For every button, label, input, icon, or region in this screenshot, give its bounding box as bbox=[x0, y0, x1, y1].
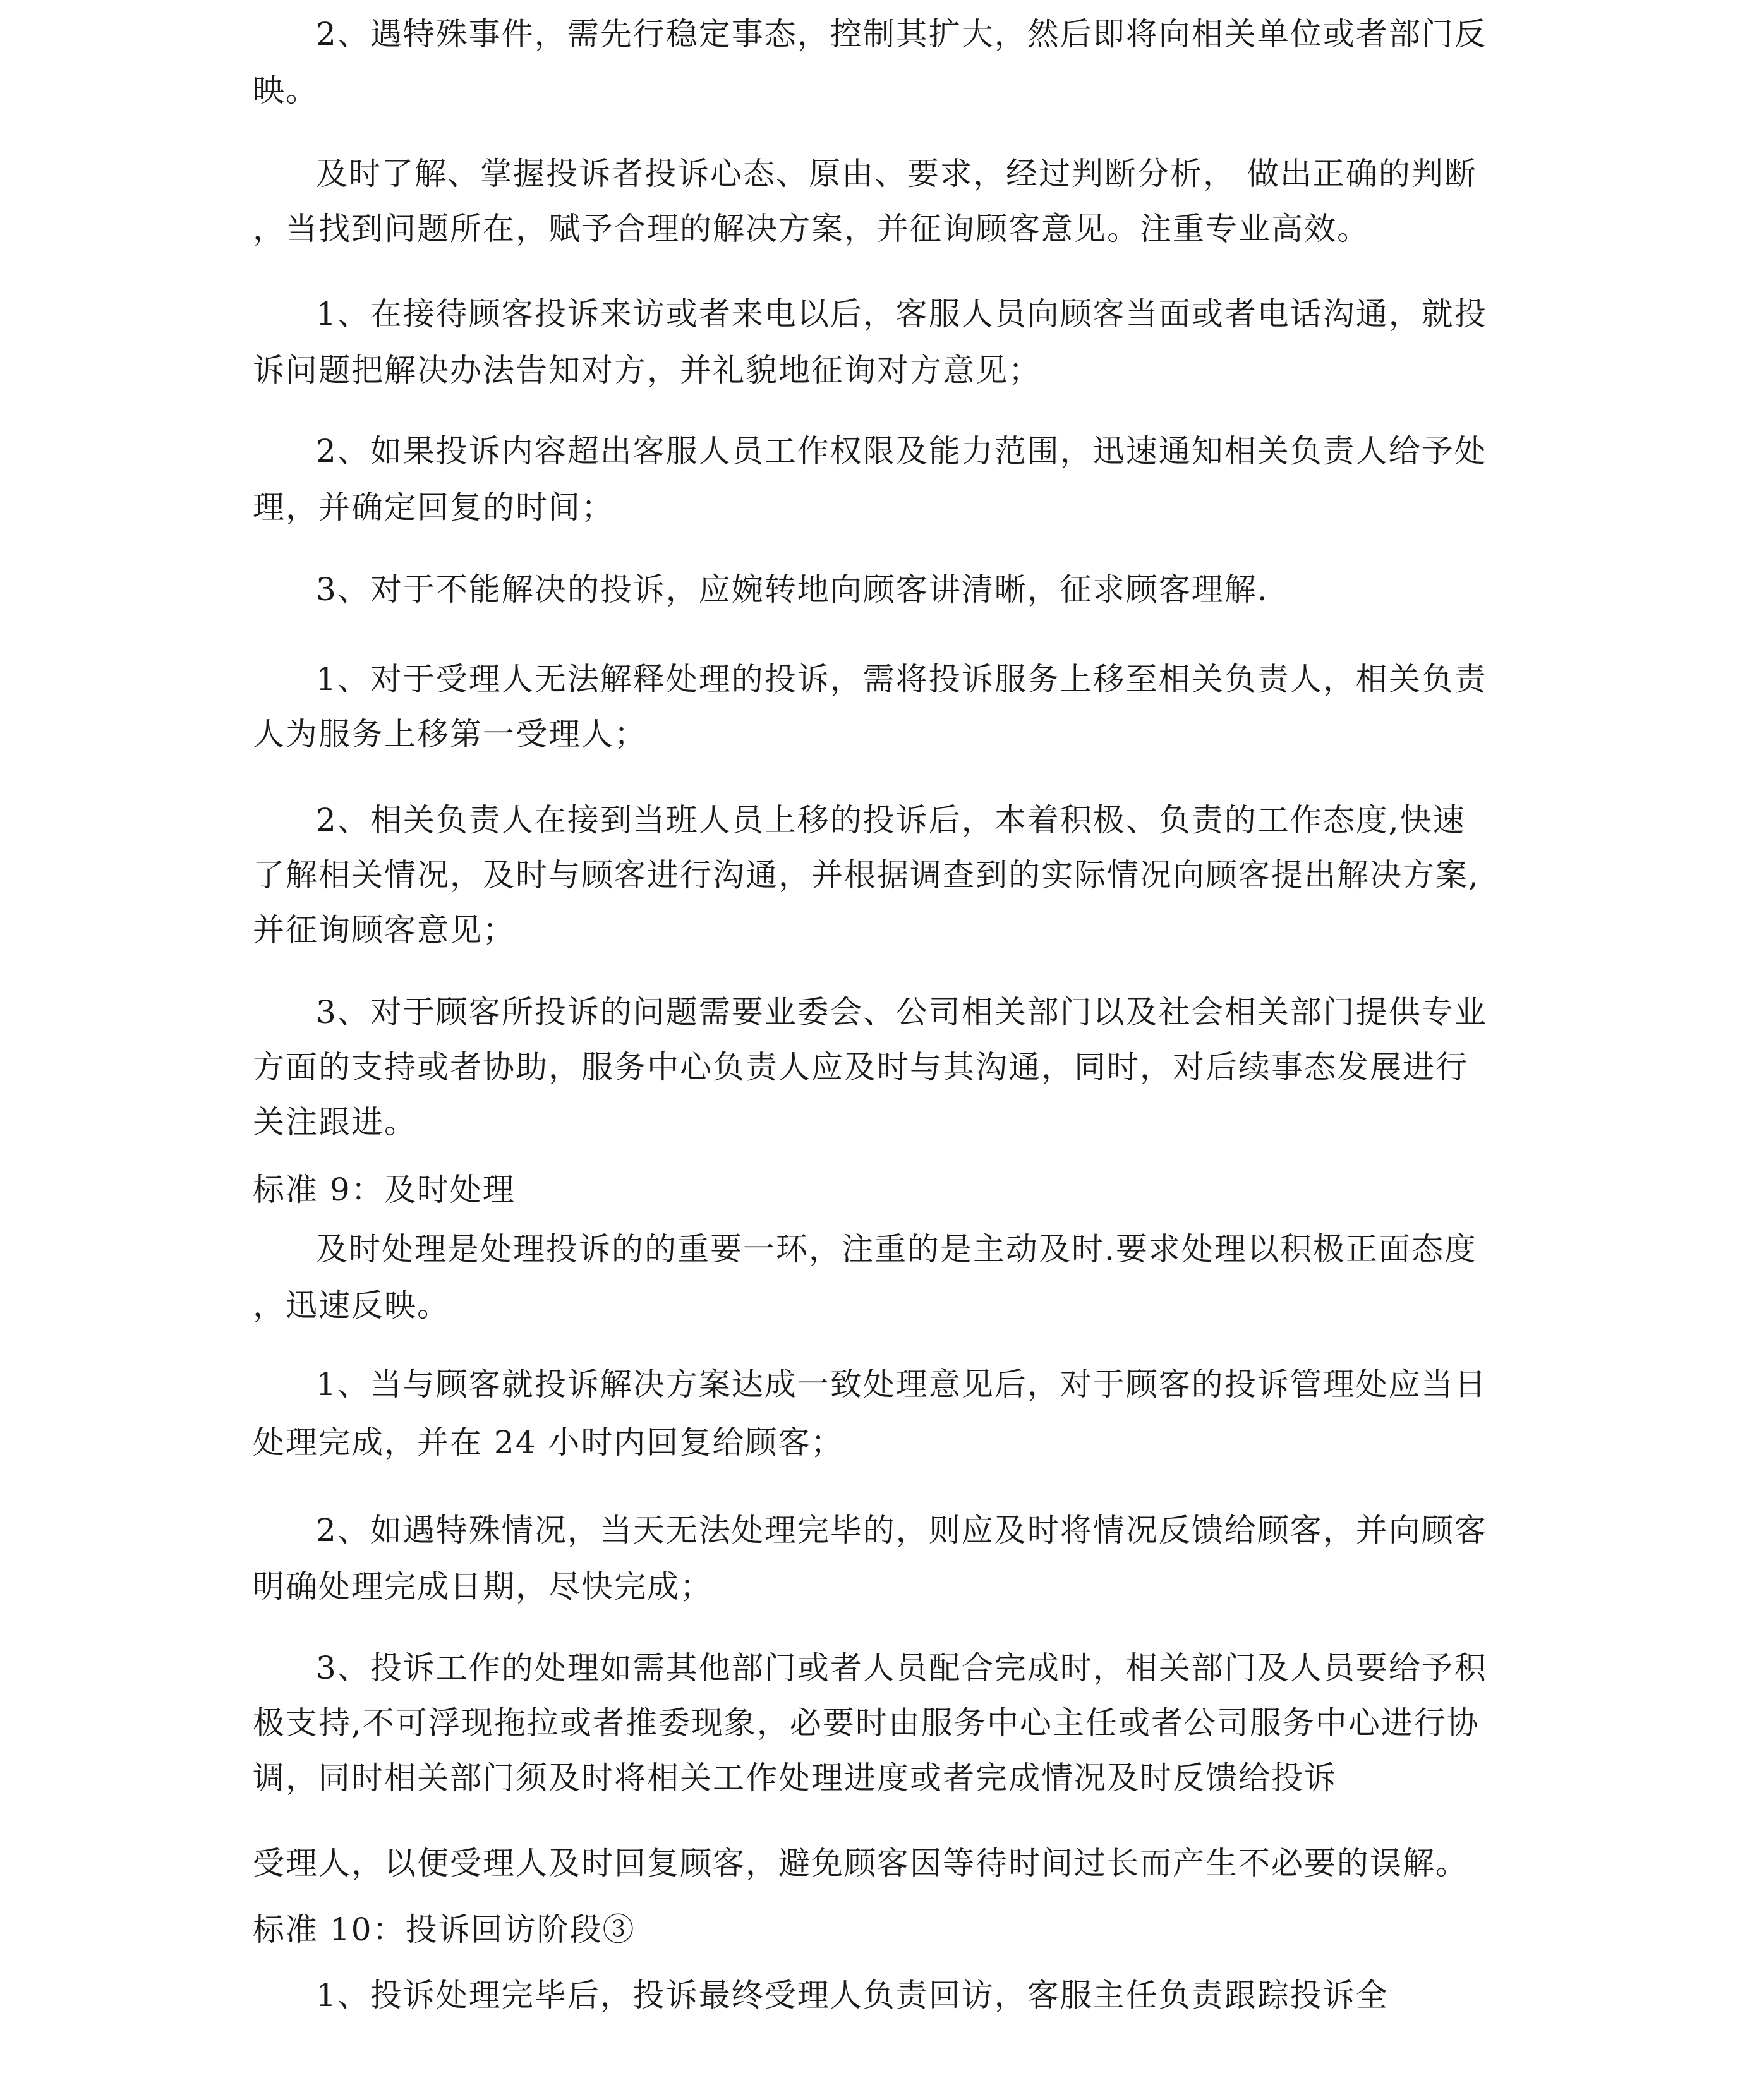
paragraph-line: 1、当与顾客就投诉解决方案达成一致处理意见后，对于顾客的投诉管理处应当日 bbox=[316, 1366, 1487, 1403]
paragraph-line: 明确处理完成日期，尽快完成； bbox=[253, 1568, 713, 1605]
paragraph-line: 1、在接待顾客投诉来访或者来电以后，客服人员向顾客当面或者电话沟通，就投 bbox=[316, 296, 1487, 332]
section-heading-text: 标准 10：投诉回访阶段③ bbox=[253, 1911, 636, 1948]
paragraph-line: 2、相关负责人在接到当班人员上移的投诉后，本着积极、负责的工作态度,快速 bbox=[316, 802, 1466, 838]
paragraph-line: 及时处理是处理投诉的的重要一环，注重的是主动及时.要求处理以积极正面态度 bbox=[316, 1231, 1477, 1267]
paragraph-line: 映。 bbox=[253, 72, 318, 109]
paragraph-line: 人为服务上移第一受理人； bbox=[253, 716, 647, 752]
paragraph-line: 关注跟进。 bbox=[253, 1104, 417, 1140]
paragraph-line: 3、对于顾客所投诉的问题需要业委会、公司相关部门以及社会相关部门提供专业 bbox=[316, 994, 1487, 1030]
paragraph-line: 1、对于受理人无法解释处理的投诉，需将投诉服务上移至相关负责人，相关负责 bbox=[316, 661, 1487, 698]
paragraph-line: ，迅速反映。 bbox=[253, 1287, 450, 1324]
paragraph-line: 受理人，以便受理人及时回复顾客，避免顾客因等待时间过长而产生不必要的误解。 bbox=[253, 1845, 1468, 1882]
section-heading-text: 标准 9：及时处理 bbox=[253, 1171, 516, 1208]
paragraph-line: 理，并确定回复的时间； bbox=[253, 489, 614, 526]
paragraph-line: 2、遇特殊事件，需先行稳定事态，控制其扩大，然后即将向相关单位或者部门反 bbox=[316, 16, 1487, 52]
paragraph-line: 3、对于不能解决的投诉，应婉转地向顾客讲清晰，征求顾客理解. bbox=[316, 571, 1269, 608]
paragraph-line: 2、如果投诉内容超出客服人员工作权限及能力范围，迅速通知相关负责人给予处 bbox=[316, 433, 1487, 469]
paragraph-line: 1、投诉处理完毕后，投诉最终受理人负责回访，客服主任负责跟踪投诉全 bbox=[316, 1977, 1389, 2014]
paragraph-line: 调，同时相关部门须及时将相关工作处理进度或者完成情况及时反馈给投诉 bbox=[253, 1760, 1337, 1796]
paragraph-line: 了解相关情况，及时与顾客进行沟通，并根据调查到的实际情况向顾客提出解决方案, bbox=[253, 857, 1480, 893]
paragraph-line: 3、投诉工作的处理如需其他部门或者人员配合完成时，相关部门及人员要给予积 bbox=[316, 1650, 1487, 1686]
paragraph-line: 及时了解、掌握投诉者投诉心态、原由、要求，经过判断分析， 做出正确的判断 bbox=[316, 155, 1477, 192]
paragraph-line: 并征询顾客意见； bbox=[253, 912, 516, 948]
paragraph-line: 极支持,不可浮现拖拉或者推委现象，必要时由服务中心主任或者公司服务中心进行协 bbox=[253, 1705, 1480, 1741]
paragraph-line: 处理完成，并在 24 小时内回复给顾客； bbox=[253, 1424, 844, 1461]
paragraph-line: ，当找到问题所在，赋予合理的解决方案，并征询顾客意见。注重专业高效。 bbox=[253, 210, 1370, 247]
paragraph-line: 方面的支持或者协助，服务中心负责人应及时与其沟通，同时，对后续事态发展进行 bbox=[253, 1049, 1468, 1085]
paragraph-line: 2、如遇特殊情况，当天无法处理完毕的，则应及时将情况反馈给顾客，并向顾客 bbox=[316, 1512, 1487, 1549]
paragraph-line: 诉问题把解决办法告知对方，并礼貌地征询对方意见； bbox=[253, 352, 1041, 389]
